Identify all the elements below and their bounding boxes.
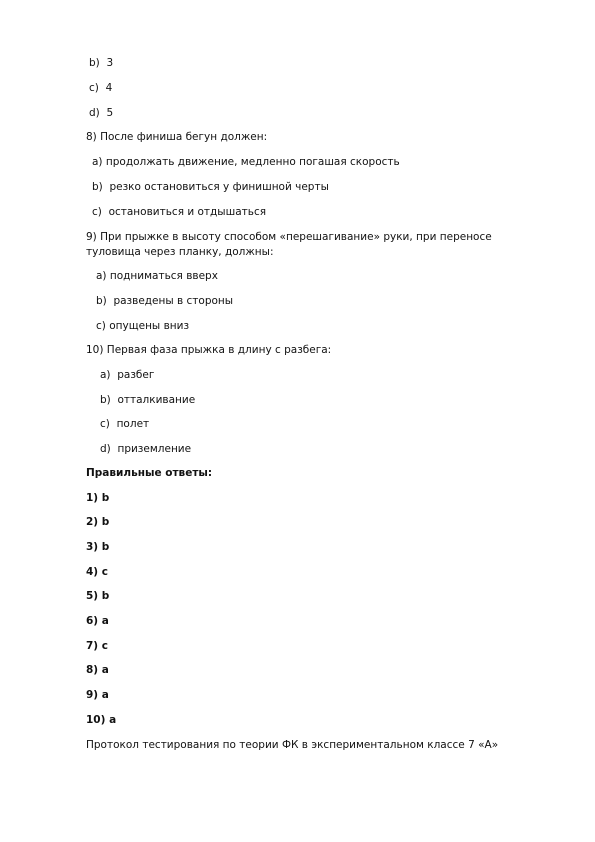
q9-question-line2: туловища через планку, должны: <box>86 246 274 258</box>
option-text: резко остановиться у финишной черты <box>109 181 329 193</box>
q7-option-b <box>89 57 113 70</box>
answer-item: 1) b <box>86 492 110 504</box>
q9-option-c <box>96 320 189 333</box>
option-text: 3 <box>106 57 114 69</box>
option-text: отталкивание <box>117 394 196 406</box>
option-text: 5 <box>106 107 114 119</box>
q10-option-a <box>100 369 154 382</box>
q7-option-c <box>89 82 112 95</box>
option-label: a) <box>92 156 103 168</box>
answer-item: 4) c <box>86 566 108 578</box>
option-text: продолжать движение, медленно погашая скорость <box>105 156 400 168</box>
option-label: d) <box>89 107 100 119</box>
option-label: b) <box>100 394 111 406</box>
option-label: c) <box>92 206 102 218</box>
q10-question: 10) Первая фаза прыжка в длину с разбега: <box>86 344 332 356</box>
option-label: a) <box>96 270 107 282</box>
q8-option-a <box>92 156 400 169</box>
option-label: c) <box>96 320 106 332</box>
q8-question: 8) После финиша бегун должен: <box>86 131 268 143</box>
option-label: c) <box>89 82 99 94</box>
q10-option-d <box>100 443 191 456</box>
q10-option-b <box>100 394 195 407</box>
q8-option-b <box>92 181 329 194</box>
option-text: приземление <box>117 443 192 455</box>
option-text: разбег <box>117 369 155 381</box>
answer-item: 7) c <box>86 640 108 652</box>
option-text: остановиться и отдышаться <box>108 206 267 218</box>
answer-item: 10) a <box>86 714 117 726</box>
option-text: 4 <box>105 82 113 94</box>
q9-option-b <box>96 295 233 308</box>
option-label: b) <box>89 57 100 69</box>
option-text: подниматься вверх <box>109 270 218 282</box>
option-label: a) <box>100 369 111 381</box>
answers-heading: Правильные ответы: <box>86 467 213 479</box>
option-label: b) <box>96 295 107 307</box>
q9-option-a <box>96 270 218 283</box>
answer-item: 3) b <box>86 541 110 553</box>
option-text: полет <box>116 418 150 430</box>
protocol-title: Протокол тестирования по теории ФК в экспериментальном классе 7 «А» <box>86 739 499 751</box>
q8-option-c <box>92 206 266 219</box>
q9-question-line1: 9) При прыжке в высоту способом «перешагивание» руки, при переносе <box>86 231 492 243</box>
answer-item: 9) a <box>86 689 109 701</box>
q7-option-d <box>89 107 113 120</box>
option-text: разведены в стороны <box>113 295 234 307</box>
answer-item: 5) b <box>86 590 110 602</box>
answer-item: 8) a <box>86 664 109 676</box>
option-text: опущены вниз <box>109 320 190 332</box>
q10-option-c <box>100 418 149 431</box>
option-label: d) <box>100 443 111 455</box>
answer-item: 6) a <box>86 615 109 627</box>
option-label: c) <box>100 418 110 430</box>
option-label: b) <box>92 181 103 193</box>
answer-item: 2) b <box>86 516 110 528</box>
